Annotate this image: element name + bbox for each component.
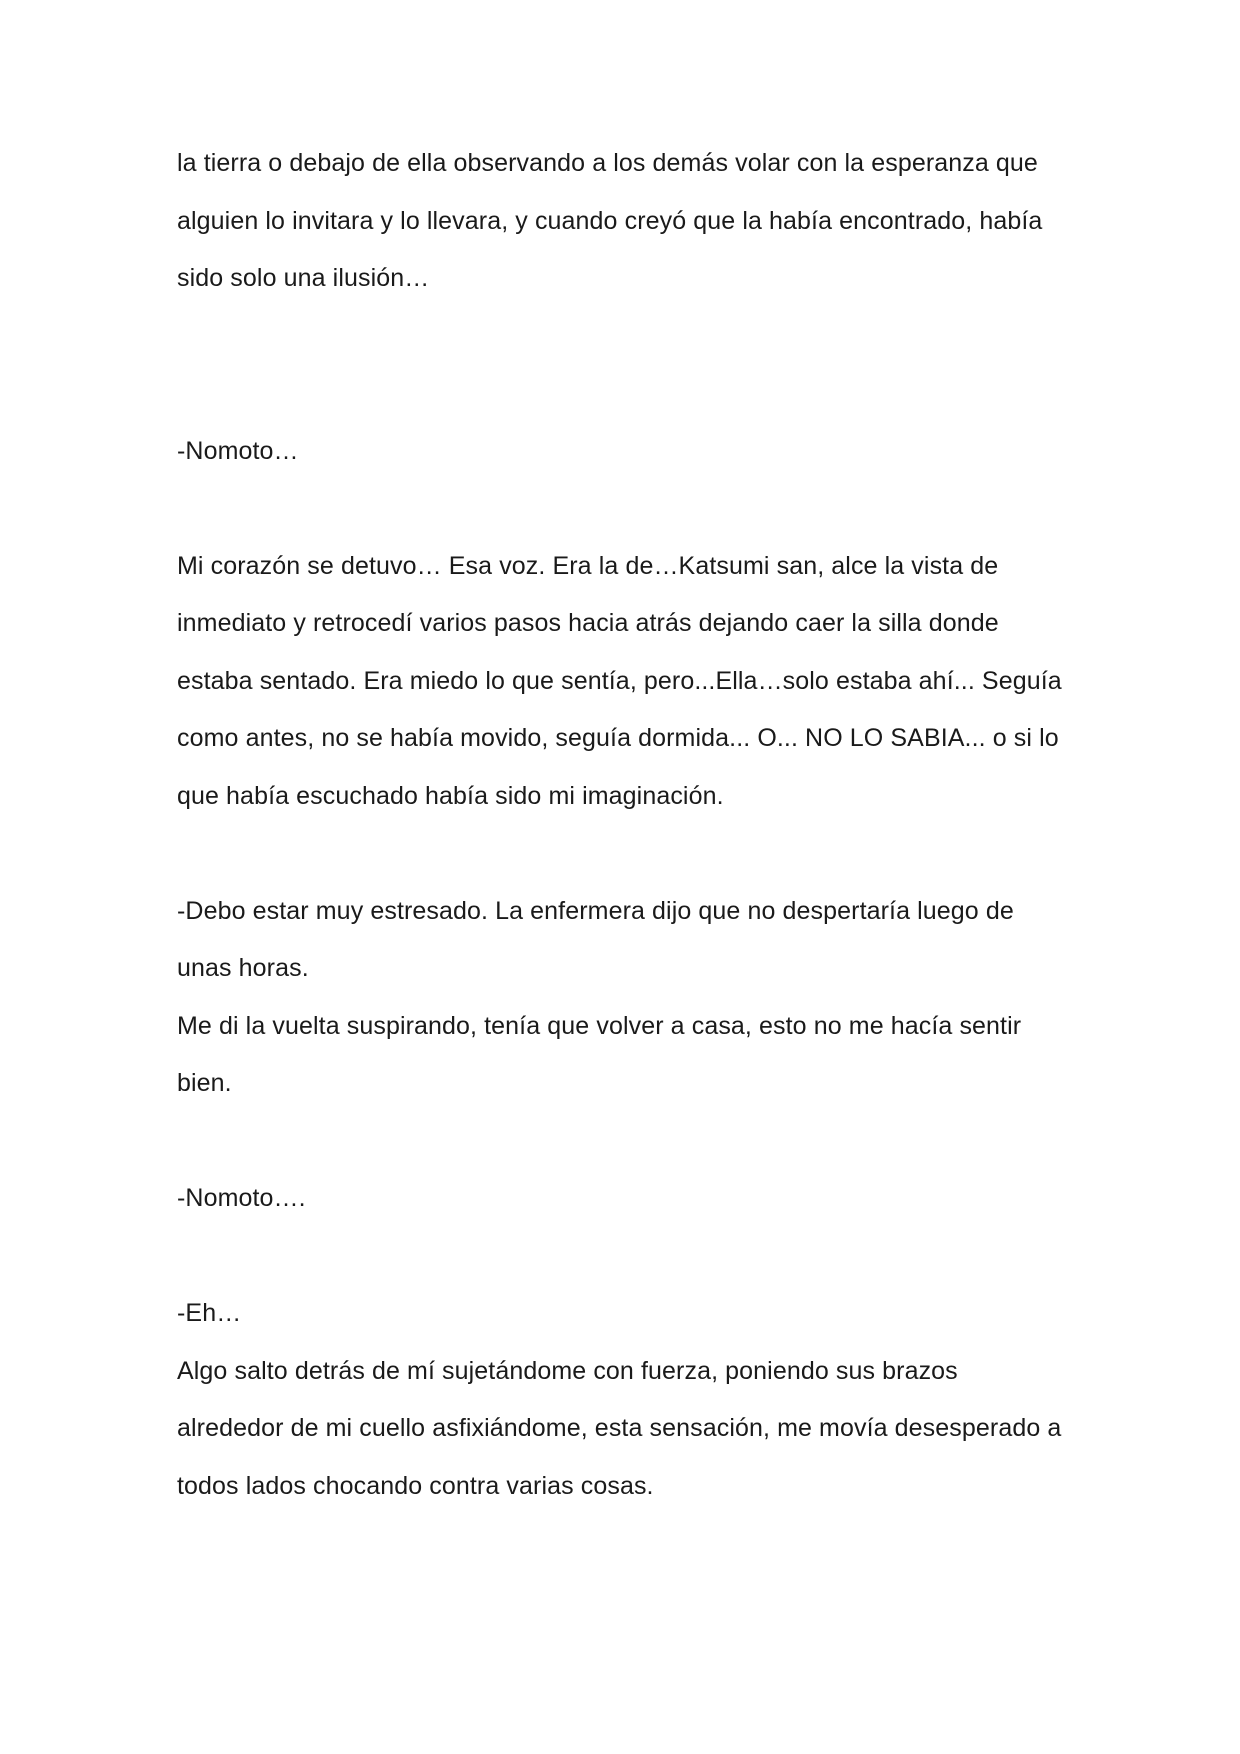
text-line: que había escuchado había sido mi imaginación.: [177, 782, 724, 810]
text-line: inmediato y retrocedí varios pasos hacia atrás dejando caer la silla donde: [177, 609, 999, 637]
text-line: alrededor de mi cuello asfixiándome, esta sensación, me movía desesperado a: [177, 1414, 1062, 1442]
text-line: sido solo una ilusión…: [177, 264, 430, 292]
text-line: la tierra o debajo de ella observando a los demás volar con la esperanza que: [177, 149, 1038, 177]
text-line: estaba sentado. Era miedo lo que sentía, pero...Ella…solo estaba ahí... Seguía: [177, 667, 1062, 695]
dialogue-line: -Nomoto…: [177, 437, 299, 465]
text-line: alguien lo invitara y lo llevara, y cuando creyó que la había encontrado, había: [177, 207, 1043, 235]
dialogue-line: -Debo estar muy estresado. La enfermera dijo que no despertaría luego de: [177, 897, 1014, 925]
text-line: como antes, no se había movido, seguía dormida... O... NO LO SABIA... o si lo: [177, 724, 1059, 752]
text-line: Me di la vuelta suspirando, tenía que volver a casa, esto no me hacía sentir: [177, 1012, 1022, 1040]
dialogue-line: -Nomoto….: [177, 1184, 306, 1212]
text-line: unas horas.: [177, 954, 309, 982]
text-line: bien.: [177, 1069, 232, 1097]
dialogue-line: -Eh…: [177, 1299, 242, 1327]
text-line: todos lados chocando contra varias cosas.: [177, 1472, 654, 1500]
text-line: Algo salto detrás de mí sujetándome con fuerza, poniendo sus brazos: [177, 1357, 958, 1385]
text-line: Mi corazón se detuvo… Esa voz. Era la de…Katsumi san, alce la vista de: [177, 552, 999, 580]
